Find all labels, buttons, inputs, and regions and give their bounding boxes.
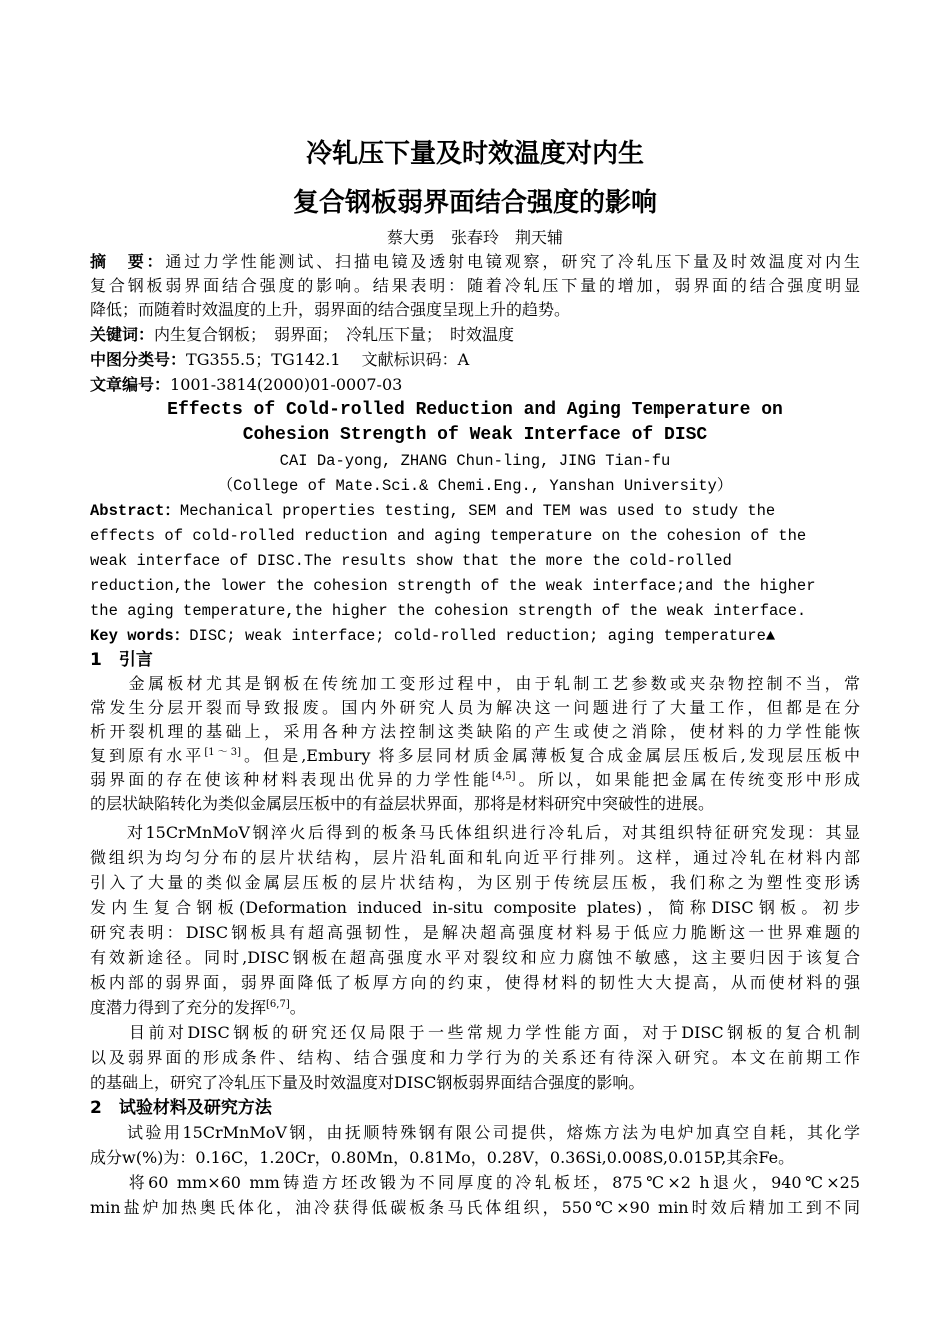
- authors-zh: 蔡大勇 张春玲 荆天辅: [386, 228, 563, 247]
- abstract-en-line-3: weak interface of DISC.The results show that the more the cold-rolled: [90, 552, 732, 570]
- abstract-zh-line-2: 复合钢板弱界面结合强度的影响。结果表明：随着冷轧压下量的增加，弱界面的结合强度明显: [90, 276, 860, 295]
- abstract-en-line-1: Abstract：Mechanical properties testing, SEM and TEM was used to study the: [90, 502, 776, 520]
- citation: [6,7]: [266, 999, 290, 1010]
- body-line: 成分w(%)为：0.16C，1.20Cr，0.80Mn，0.81Mo，0.28V，0.36Si,0.008S,0.015P,其余Fe。: [90, 1148, 795, 1167]
- section-1-heading: 1 引言: [90, 650, 153, 670]
- authors-en: CAI Da-yong, ZHANG Chun-ling, JING Tian-fu: [279, 452, 671, 470]
- abstract-zh-label: 摘 要：: [90, 252, 166, 271]
- abstract-en-line-4: reduction,the lower the cohesion strength of the weak interface;and the higher: [90, 577, 816, 595]
- citation: [4,5]: [491, 771, 516, 782]
- body-line: 弱界面的存在使该种材料表现出优异的力学性能[4,5]。所以，如果能把金属在传统变形中形成: [90, 770, 860, 789]
- citation: [1～3]: [204, 747, 241, 758]
- abstract-zh-line-1: 摘 要：通过力学性能测试、扫描电镜及透射电镜观察，研究了冷轧压下量及时效温度对内生: [90, 252, 860, 271]
- abstract-en-line-2: effects of cold-rolled reduction and aging temperature on the cohesion of the: [90, 527, 807, 545]
- abstract-en-line-5: the aging temperature,the higher the cohesion strength of the weak interface.: [90, 602, 807, 620]
- body-line: 度潜力得到了充分的发挥[6,7]。: [90, 998, 306, 1017]
- title-en-line-2: Cohesion Strength of Weak Interface of DISC: [242, 425, 708, 445]
- body-line: 复到原有水平[1～3]。但是,Embury 将多层同材质金属薄板复合成金属层压板后,发现层压板中: [90, 746, 860, 765]
- title-zh-line-1: 冷轧压下量及时效温度对内生: [305, 139, 644, 169]
- body-line: 常发生分层开裂而导致报废。国内外研究人员为解决这一问题进行了大量工作，但都是在分: [90, 698, 860, 717]
- body-line: 有效新途径。同时,DISC钢板在超高强度水平对裂纹和应力腐蚀不敏感，这主要归因于该复合: [90, 948, 860, 967]
- body-line: min盐炉加热奥氏体化，油冷获得低碳板条马氏体组织，550℃×90 min时效后精加工到不同: [90, 1198, 860, 1217]
- body-line: 金属板材尤其是钢板在传统加工变形过程中，由于轧制工艺参数或夹杂物控制不当，常: [90, 674, 860, 693]
- body-line: 发内生复合钢板(Deformation induced in-situ composite plates)，简称DISC钢板。初步: [90, 898, 860, 917]
- abstract-zh-line-3: 降低；而随着时效温度的上升，弱界面的结合强度呈现上升的趋势。: [90, 300, 571, 319]
- body-line: 板内部的弱界面，弱界面降低了板厚方向的约束，使得材料的韧性大大提高，从而使材料的强: [90, 973, 860, 992]
- body-line: 研究表明：DISC钢板具有超高强韧性，是解决超高强度材料易于低应力脆断这一世界难题的: [90, 923, 860, 942]
- affiliation-en: （College of Mate.Sci.& Chemi.Eng., Yanshan University）: [217, 477, 733, 495]
- body-line: 对15CrMnMoV钢淬火后得到的板条马氏体组织进行冷轧后，对其组织特征研究发现：其显: [90, 823, 860, 842]
- section-2-heading: 2 试验材料及研究方法: [90, 1098, 272, 1118]
- body-line: 试验用15CrMnMoV钢，由抚顺特殊钢有限公司提供，熔炼方法为电炉加真空自耗，其化学: [90, 1123, 860, 1142]
- body-line: 析开裂机理的基础上，采用各种方法控制这类缺陷的产生或使之消除，使材料的力学性能恢: [90, 722, 860, 741]
- title-en-line-1: Effects of Cold-rolled Reduction and Aging Temperature on: [167, 400, 783, 420]
- body-line: 引入了大量的类似金属层压板的层片状结构，为区别于传统层压板，我们称之为塑性变形诱: [90, 873, 860, 892]
- body-line: 将60 mm×60 mm铸造方坯改锻为不同厚度的冷轧板坯，875℃×2 h退火，940℃×25: [90, 1173, 860, 1192]
- body-line: 的层状缺陷转化为类似金属层压板中的有益层状界面，那将是材料研究中突破性的进展。: [90, 794, 715, 813]
- article-number: 文章编号：1001-3814(2000)01-0007-03: [90, 375, 403, 394]
- keywords-zh: 关键词：内生复合钢板； 弱界面； 冷轧压下量； 时效温度: [90, 325, 515, 344]
- body-line: 的基础上，研究了冷轧压下量及时效温度对DISC钢板弱界面结合强度的影响。: [90, 1073, 645, 1092]
- body-line: 目前对DISC钢板的研究还仅局限于一些常规力学性能方面，对于DISC钢板的复合机制: [90, 1023, 860, 1042]
- body-line: 微组织为均匀分布的层片状结构，层片沿轧面和轧向近平行排列。这样，通过冷轧在材料内部: [90, 848, 860, 867]
- body-line: 以及弱界面的形成条件、结构、结合强度和力学行为的关系还有待深入研究。本文在前期工作: [90, 1048, 860, 1067]
- title-zh-line-2: 复合钢板弱界面结合强度的影响: [292, 188, 657, 218]
- classification: 中图分类号：TG355.5；TG142.1 文献标识码：A: [90, 350, 470, 369]
- keywords-en: Key words：DISC; weak interface; cold-rolled reduction; aging temperature▲: [90, 627, 776, 645]
